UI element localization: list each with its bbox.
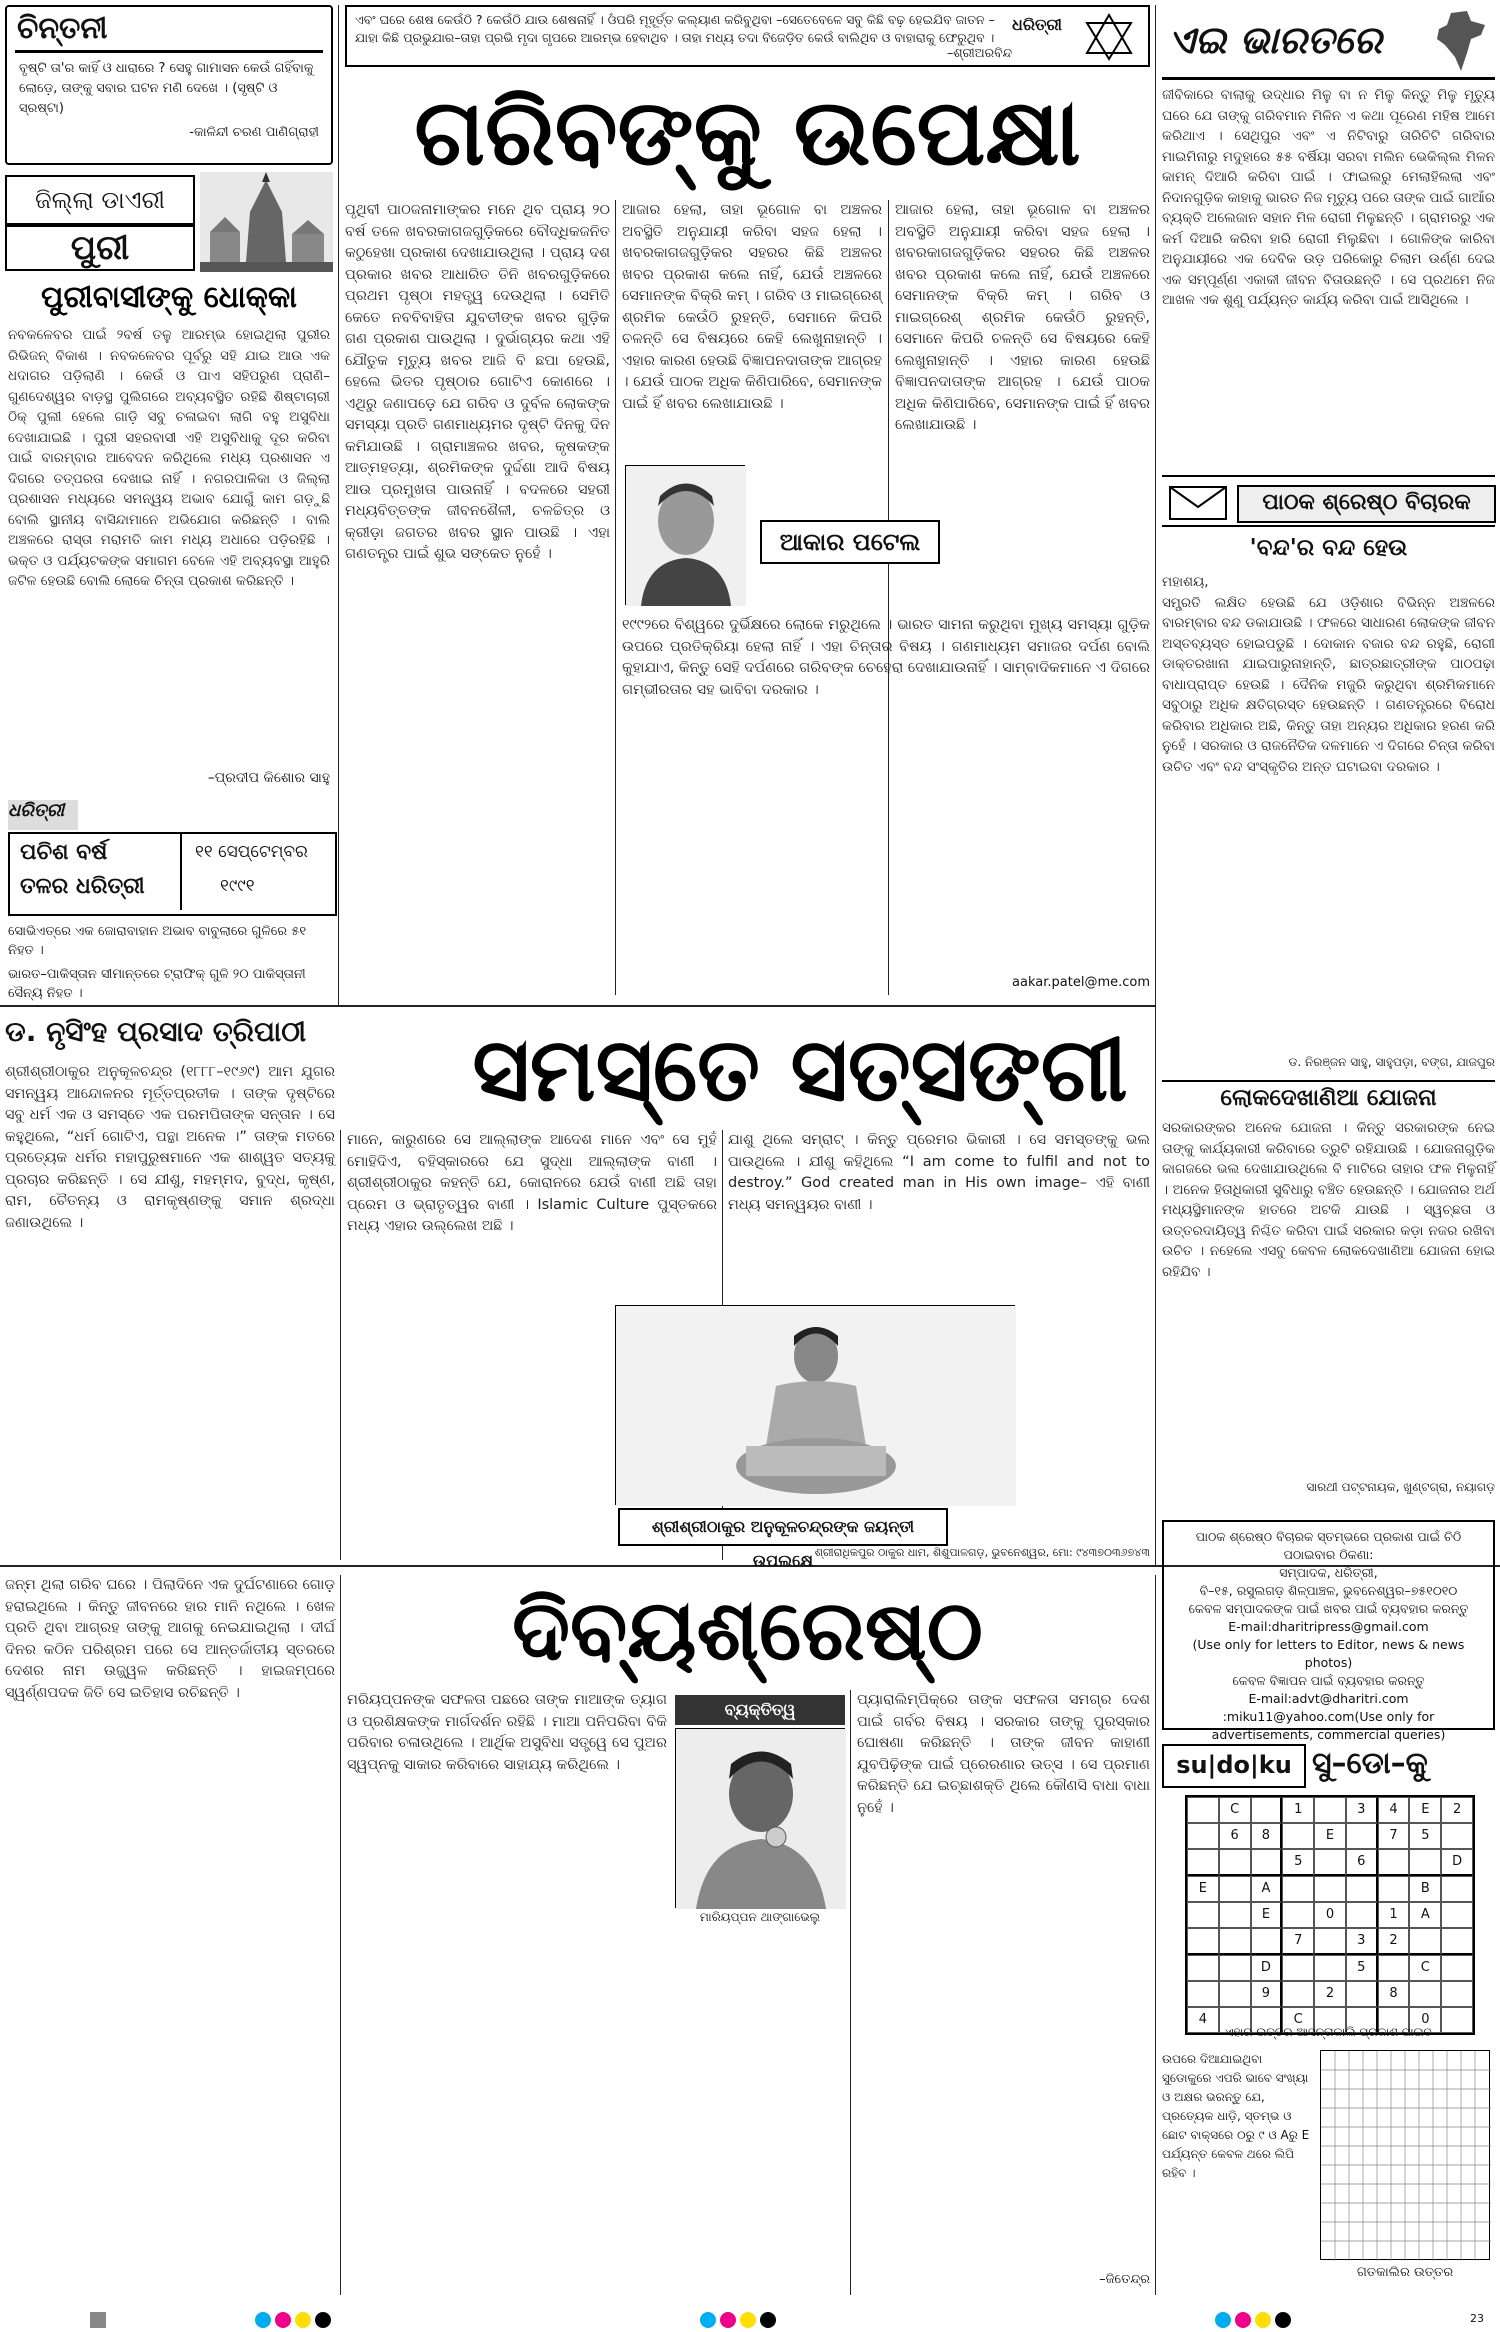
divyashrestha-headline: ଦିବ୍ୟଶ୍ରେଷ୍ଠ xyxy=(512,1581,983,1679)
sudoku-cell[interactable] xyxy=(1282,1823,1314,1849)
author-email: aakar.patel@me.com xyxy=(1012,975,1150,990)
yellow-mark xyxy=(740,2312,756,2328)
sudoku-cell[interactable]: 5 xyxy=(1282,1849,1314,1876)
letters-line2: ସମ୍ପାଦକ, ଧରିତ୍ରୀ, xyxy=(1279,1565,1378,1580)
envelope-icon xyxy=(1168,485,1228,525)
sudoku-cell[interactable]: 2 xyxy=(1314,1981,1346,2007)
pathak-body: ମହାଶୟ, ସମ୍ପ୍ରତି ଲକ୍ଷିତ ହେଉଛି ଯେ ଓଡ଼ିଶାର ବିଭିନ୍ନ ଅଞ୍ଚଳରେ ବାରମ୍ବାର ବନ୍ଦ ଡକାଯାଉଛି । ଫଳରେ ସାଧାରଣ ଲୋକଙ୍କ ଜୀବନ ଅସ୍ତବ୍ୟସ୍ତ ହୋଇପଡୁଛି । ଦୋକାନ ବଜାର ବନ୍ଦ ରହୁଛି, ରୋଗୀ ଡାକ୍ତରଖାନା ଯାଇପାରୁନାହାନ୍ତି, ଛାତ୍ରଛାତ୍ରୀଙ୍କ ପାଠପଢ଼ା ବାଧାପ୍ରାପ୍ତ ହେଉଛି । ଦୈନିକ ମଜୁରି କରୁଥିବା ଶ୍ରମିକମାନେ ସବୁଠାରୁ ଅଧିକ କ୍ଷତିଗ୍ରସ୍ତ ହେଉଛନ୍ତି । ଗଣତନ୍ତ୍ରରେ ବିରୋଧ କରିବାର ଅଧିକାର ଅଛି, କିନ୍ତୁ ତାହା ଅନ୍ୟର ଅଧିକାର ହରଣ କରି ନୁହେଁ । ସରକାର ଓ ରାଜନୈତିକ ଦଳମାନେ ଏ ଦିଗରେ ଚିନ୍ତା କରିବା ଉଚିତ ଏବଂ ବନ୍ଦ ସଂସ୍କୃତିର ଅନ୍ତ ଘଟାଇବା ଦରକାର । xyxy=(1162,574,1495,775)
letters-email2[interactable]: E-mail:advt@dharitri.com xyxy=(1248,1691,1409,1706)
author-name-box: ଆକାର ପଟେଲ xyxy=(760,520,940,564)
sudoku-cell[interactable]: 6 xyxy=(1219,1823,1251,1849)
magenta-mark xyxy=(275,2312,291,2328)
cyan-mark xyxy=(1215,2312,1231,2328)
puri-article-body: ନବକଳେବର ପାଇଁ ୨ବର୍ଷ ତଳୁ ଆରମ୍ଭ ହୋଇଥିଲା ପୁରୀର ରିଭିଜନ୍ ବିକାଶ । ନବକଳେବର ପୂର୍ବରୁ ସହି ଯାଇ ଆଉ ଏକ ଧଦାଗର ପଡ଼ିଲାଣି । କେଉଁ ଓ ପାଏ ସହିପରୁଣ ପ୍ରାଣି–ଗୁଣଦେଶ୍ୱର ବାଡ଼ସ୍ଥ ପୁଲିଗରେ ଅବ୍ୟବସ୍ଥିତ ରହିଛି ଶିଷ୍ଟାଚାରୀ ଠିକ୍ ପୁଲୀ ହେଲେ ଗାଡ଼ି ସବୁ ଚଳାଇବା ଲାଗି ବହୁ ଅସୁବିଧା ଦେଖାଯାଇଛି । ପୁରୀ ସହରବାସୀ ଏହି ଅସୁବିଧାକୁ ଦୂର କରିବା ପାଇଁ ବାରମ୍ବାର ଆବେଦନ କରିଥିଲେ ମଧ୍ୟ ପ୍ରଶାସନ ଏ ଦିଗରେ ତତ୍ପରତା ଦେଖାଇ ନାହିଁ । ନଗରପାଳିକା ଓ ଜିଲ୍ଲା ପ୍ରଶାସନ ମଧ୍ୟରେ ସମନ୍ୱୟ ଅଭାବ ଯୋଗୁଁ କାମ ଗଡ଼ୁଛି ବୋଲି ସ୍ଥାନୀୟ ବାସିନ୍ଦାମାନେ ଅଭିଯୋଗ କରିଛନ୍ତି । ବାଲି ଅଞ୍ଚଳରେ ରାସ୍ତା ମରାମତି କାମ ମଧ୍ୟ ଅଧାରେ ପଡ଼ିରହିଛି । ଭକ୍ତ ଓ ପର୍ଯ୍ୟଟକଙ୍କ ସମାଗମ ବେଳେ ଏହି ଅବ୍ୟବସ୍ଥା ଆହୁରି ଜଟିଳ ହେଉଛି ବୋଲି ଲୋକେ ଚିନ୍ତା ପ୍ରକାଶ କରିଛନ୍ତି । xyxy=(8,327,330,589)
ebharat-header xyxy=(1162,5,1495,80)
nrusingha-address: ଶ୍ରୀରାଧିକପୁର ଠାକୁର ଧାମ, ଶିଶୁପାଳଗଡ଼, ଭୁବନେଶ୍ୱର, ମୋ: ୯୪୩୭୦୩୬୭୪୩ xyxy=(814,1546,1150,1559)
main-article-col2-bottom: ୧୯୯୨ରେ ବିଶ୍ୱରେ ଦୁର୍ଭିକ୍ଷରେ ଲୋକେ ମରୁଥିଲେ । ଭାରତ ସାମନା କରୁଥିବା ମୁଖ୍ୟ ସମସ୍ୟା ଗୁଡ଼ିକ ଉପରେ ପ୍ରତିକ୍ରିୟା ହେଲା ନାହିଁ । ଏହା ଚିନ୍ତାର ବିଷୟ । ଗଣମାଧ୍ୟମ ସମାଜର ଦର୍ପଣ ବୋଲି କୁହାଯାଏ, କିନ୍ତୁ ସେହି ଦର୍ପଣରେ ଗରିବଙ୍କ ଚେହେରା ଦେଖାଯାଉନାହିଁ । ସାମ୍ବାଦିକମାନେ ଏ ଦିଗରେ ଗମ୍ଭୀରତାର ସହ ଭାବିବା ଦରକାର । xyxy=(622,617,1150,698)
district-name-box: ପୁରୀ xyxy=(5,225,195,271)
letters-note1: (Use only for letters to Editor, news & news photos) xyxy=(1192,1637,1465,1670)
sudoku-cell[interactable]: 4 xyxy=(1187,2007,1219,2033)
mariyappan-photo xyxy=(675,1728,845,1908)
main-article-col2-top: ଆଜାର ହେଲା, ତାହା ଭୂଗୋଳ ବା ଅଞ୍ଚଳର ଅବସ୍ଥିତି ଅନୁଯାୟୀ କରିବା ସହଜ ହେଲା । ଖବରକାଗଜଗୁଡ଼ିକର ସହରର କିଛି ଅଞ୍ଚଳର ଖବର ପ୍ରକାଶ କଲେ ନାହିଁ, ଯେଉଁ ଅଞ୍ଚଳରେ ସେମାନଙ୍କ ବିକ୍ରି କମ୍ । ଗରିବ ଓ ମାଇଗ୍ରେଶ୍ ଶ୍ରମିକ କେଉଁଠି ରୁହନ୍ତି, ସେମାନେ କିପରି ଚଳନ୍ତି ସେ ବିଷୟରେ କେହି ଲେଖୁନାହାନ୍ତି । ଏହାର କାରଣ ହେଉଛି ବିଜ୍ଞାପନଦାତାଙ୍କ ଆଗ୍ରହ । ଯେଉଁ ପାଠକ ଅଧିକ କିଣିପାରିବେ, ସେମାନଙ୍କ ପାଇଁ ହିଁ ଖବର ଲେଖାଯାଉଛି । xyxy=(622,202,882,412)
magenta-mark xyxy=(1235,2312,1251,2328)
main-article-col3-top: ଆଜାର ହେଲା, ତାହା ଭୂଗୋଳ ବା ଅଞ୍ଚଳର ଅବସ୍ଥିତି ଅନୁଯାୟୀ କରିବା ସହଜ ହେଲା । ଖବରକାଗଜଗୁଡ଼ିକର ସହରର କିଛି ଅଞ୍ଚଳର ଖବର ପ୍ରକାଶ କଲେ ନାହିଁ, ଯେଉଁ ଅଞ୍ଚଳରେ ସେମାନଙ୍କ ବିକ୍ରି କମ୍ । ଗରିବ ଓ ମାଇଗ୍ରେଶ୍ ଶ୍ରମିକ କେଉଁଠି ରୁହନ୍ତି, ସେମାନେ କିପରି ଚଳନ୍ତି ସେ ବିଷୟରେ କେହି ଲେଖୁନାହାନ୍ତି । ଏହାର କାରଣ ହେଉଛି ବିଜ୍ଞାପନଦାତାଙ୍କ ଆଗ୍ରହ । ଯେଉଁ ପାଠକ ଅଧିକ କିଣିପାରିବେ, ସେମାନଙ୍କ ପାଇଁ ହିଁ ଖବର ଲେଖାଯାଉଛି । xyxy=(895,202,1150,433)
sudoku-title: ସୁ–ଡୋ–କୁ xyxy=(1312,1746,1428,1781)
sudoku-cell[interactable] xyxy=(1187,1797,1219,1823)
sudoku-cell[interactable] xyxy=(1187,1823,1219,1849)
sudoku-cell[interactable]: 5 xyxy=(1346,1955,1378,1981)
sudoku-instructions: ଉପରେ ଦିଆଯାଇଥିବା ସୁଡୋକୁରେ ଏପରି ଭାବେ ସଂଖ୍ୟା ଓ ଅକ୍ଷର ଭରନ୍ତୁ ଯେ, ପ୍ରତ୍ୟେକ ଧାଡ଼ି, ସ୍ତମ୍ଭ ଓ ଛୋଟ ବାକ୍ସରେ ୦ରୁ ୯ ଓ Aରୁ E ପର୍ଯ୍ୟନ୍ତ କେବଳ ଥରେ ଲିପି ରହିବ । xyxy=(1162,2052,1310,2180)
twentyfive-item1: ସୋଭିଏତ୍‌ରେ ଏକ ଜୋରାବାହାନ ଅଭାବ ବାବୁଲାରେ ଗୁଳିରେ ୫୧ ନିହତ । xyxy=(8,924,307,958)
nrusingha-col1: ଶ୍ରୀଶ୍ରୀଠାକୁର ଅନୁକୂଳଚନ୍ଦ୍ର (୧୮୮୮–୧୯୬୯) ଆମ ଯୁଗର ସମନ୍ୱୟ ଆନ୍ଦୋଳନର ମୂର୍ତ୍ତପ୍ରତୀକ । ତାଙ୍କ ଦୃଷ୍ଟିରେ ସବୁ ଧର୍ମ ଏକ ଓ ସମସ୍ତେ ଏକ ପରମପିତାଙ୍କ ସନ୍ତାନ । ସେ କହୁଥିଲେ, “ଧର୍ମ ଗୋଟିଏ, ପନ୍ଥା ଅନେକ ।” ତାଙ୍କ ମତରେ ପ୍ରତ୍ୟେକ ଧର୍ମର ମହାପୁରୁଷମାନେ ଏକ ଶାଶ୍ୱତ ସତ୍ୟକୁ ପ୍ରଚାର କରିଛନ୍ତି । ସେ ଯୀଶୁ, ମହମ୍ମଦ, ବୁଦ୍ଧ, କୃଷ୍ଣ, ରାମ, ଚୈତନ୍ୟ ଓ ରାମକୃଷ୍ଣଙ୍କୁ ସମାନ ଶ୍ରଦ୍ଧା ଜଣାଉଥିଲେ । xyxy=(5,1064,335,1231)
sudoku-cell[interactable] xyxy=(1346,1823,1378,1849)
sudoku-cell[interactable] xyxy=(1441,1823,1473,1849)
letters-note2: advertisements, commercial queries) xyxy=(1211,1727,1446,1742)
sudoku-cell[interactable] xyxy=(1409,1981,1441,2007)
sudoku-cell[interactable]: A xyxy=(1409,1902,1441,1928)
letters-email1[interactable]: E-mail:dharitripress@gmail.com xyxy=(1228,1619,1429,1634)
puri-article-author: –ପ୍ରଦୀପ କିଶୋର ସାହୁ xyxy=(207,770,330,786)
sudoku-cell[interactable]: 6 xyxy=(1346,1849,1378,1876)
nrusingha-col3: ଯାଶୁ ଥିଲେ ସମ୍ରାଟ୍ । କିନ୍ତୁ ପ୍ରେମର ଭିକାରୀ । ସେ ସମସ୍ତଙ୍କୁ ଭଲ ପାଉଥିଲେ । ଯୀଶୁ କହିଥିଲେ “I am come to fulfil and not to destroy.” God created man in His own image– ଏହି ବାଣୀ ମଧ୍ୟ ସମନ୍ୱୟର ବାଣୀ । xyxy=(728,1132,1150,1213)
lokadekhani-body: ସରକାରଙ୍କର ଅନେକ ଯୋଜନା । କିନ୍ତୁ ସରକାରଙ୍କ ନେଇ ତାଙ୍କୁ କାର୍ଯ୍ୟକାରୀ କରିବାରେ ତ୍ରୁଟି ରହିଯାଉଛି । ଯୋଜନାଗୁଡ଼ିକ କାଗଜରେ ଭଲ ଦେଖାଯାଉଥିଲେ ବି ମାଟିରେ ତାହାର ଫଳ ମିଳୁନାହିଁ । ଅନେକ ହିତାଧିକାରୀ ସୁବିଧାରୁ ବଞ୍ଚିତ ହେଉଛନ୍ତି । ଯୋଜନାର ଅର୍ଥ ମଧ୍ୟସ୍ଥିମାନଙ୍କ ହାତରେ ଅଟକି ଯାଉଛି । ସ୍ୱଚ୍ଛତା ଓ ଉତ୍ତରଦାୟିତ୍ୱ ନିଶ୍ଚିତ କରିବା ପାଇଁ ସରକାର କଡ଼ା ନଜର ରଖିବା ଉଚିତ । ନହେଲେ ଏସବୁ କେବଳ ଲୋକଦେଖାଣିଆ ଯୋଜନା ହୋଇ ରହିଯିବ । xyxy=(1162,1120,1495,1280)
sudoku-cell[interactable]: C xyxy=(1409,1955,1441,1981)
sudoku-cell[interactable] xyxy=(1378,1955,1410,1981)
thakur-photo-caption: ଶ୍ରୀଶ୍ରୀଠାକୁର ଅନୁକୂଳଚନ୍ଦ୍ରଙ୍କ ଜୟନ୍ତୀ ଉପଲକ୍ଷେ xyxy=(618,1508,948,1546)
sudoku-cell[interactable]: 8 xyxy=(1251,1823,1283,1849)
cyan-mark xyxy=(255,2312,271,2328)
letters-line4: କେବଳ ସମ୍ପାଦକଙ୍କ ପାଇଁ ଖବର ପାଇଁ ବ୍ୟବହାର କରନ୍ତୁ xyxy=(1188,1601,1469,1616)
sudoku-cell[interactable] xyxy=(1282,1955,1314,1981)
cyan-mark xyxy=(700,2312,716,2328)
letters-line3: ବି–୧୫, ରସୁଲଗଡ଼ ଶିଳ୍ପାଞ୍ଚଳ, ଭୁବନେଶ୍ୱର–୭୫୧୦୧୦ xyxy=(1199,1583,1458,1598)
black-mark xyxy=(315,2312,331,2328)
sudoku-cell[interactable]: E xyxy=(1409,1797,1441,1823)
sudoku-cell[interactable] xyxy=(1282,1981,1314,2007)
column-rule xyxy=(1155,1575,1156,2295)
sudoku-cell[interactable]: A xyxy=(1251,1876,1283,1902)
magenta-mark xyxy=(720,2312,736,2328)
sudoku-cell[interactable]: 8 xyxy=(1378,1981,1410,2007)
sudoku-cell[interactable] xyxy=(1187,1928,1219,1955)
divyashrestha-col3: ପ୍ୟାରାଲିମ୍ପିକ୍‌ରେ ତାଙ୍କ ସଫଳତା ସମଗ୍ର ଦେଶ ପାଇଁ ଗର୍ବର ବିଷୟ । ସରକାର ତାଙ୍କୁ ପୁରସ୍କାର ଘୋଷଣା କରିଛନ୍ତି । ତାଙ୍କ ଜୀବନ କାହାଣୀ ଯୁବପିଢ଼ିଙ୍କ ପାଇଁ ପ୍ରେରଣାର ଉତ୍ସ । ସେ ପ୍ରମାଣ କରିଛନ୍ତି ଯେ ଇଚ୍ଛାଶକ୍ତି ଥିଲେ କୌଣସି ବାଧା ବାଧା ନୁହେଁ । xyxy=(857,1692,1150,1816)
letters-line1: ପାଠକ ଶ୍ରେଷ୍ଠ ବିଚାରକ ସ୍ତମ୍ଭରେ ପ୍ରକାଶ ପାଇଁ ଚିଠି ପଠାଇବାର ଠିକଣା: xyxy=(1195,1529,1462,1562)
sudoku-cell[interactable]: 7 xyxy=(1378,1823,1410,1849)
personality-badge: ବ୍ୟକ୍ତିତ୍ୱ xyxy=(675,1695,845,1725)
main-headline: ଗରିବଙ୍କୁ ଉପେକ୍ଷା xyxy=(414,79,1081,186)
sudoku-cell[interactable]: B xyxy=(1409,1876,1441,1902)
sudoku-cell[interactable] xyxy=(1346,1902,1378,1928)
divyashrestha-author: –ଜିତେନ୍ଦ୍ର xyxy=(1099,2272,1150,2287)
ebharat-title: ଏଇ ଭାରତରେ xyxy=(1168,18,1382,62)
mariyappan-photo-caption: ମାରିୟପ୍ପନ ଥାଙ୍ଗାଭେଲୁ xyxy=(699,1910,821,1924)
pathak-header xyxy=(1162,475,1495,527)
page-number: 23 xyxy=(1470,2312,1484,2325)
sudoku-cell[interactable] xyxy=(1441,1981,1473,2007)
sudoku-cell[interactable]: 0 xyxy=(1409,2007,1441,2033)
sudoku-cell[interactable] xyxy=(1314,1876,1346,1902)
nrusingha-author: ଡ. ନୃସିଂହ ପ୍ରସାଦ ତ୍ରିପାଠୀ xyxy=(5,1015,307,1048)
sudoku-cell[interactable]: D xyxy=(1251,1955,1283,1981)
sudoku-cell[interactable]: 3 xyxy=(1346,1928,1378,1955)
sudoku-grid[interactable] xyxy=(1185,1795,1475,2027)
dharitri-logo-small: ଧରିତ୍ରୀ xyxy=(8,800,78,830)
sudoku-cell[interactable] xyxy=(1314,1797,1346,1823)
column-rule xyxy=(338,5,339,1005)
sudoku-cell[interactable] xyxy=(1187,1902,1219,1928)
sudoku-cell[interactable] xyxy=(1219,1928,1251,1955)
yellow-mark xyxy=(1255,2312,1271,2328)
top-quote-author: –ଶ୍ରୀଅରବିନ୍ଦ xyxy=(947,45,1013,60)
column-rule xyxy=(850,1690,851,2295)
sudoku-cell[interactable] xyxy=(1314,1849,1346,1876)
sudoku-cell[interactable] xyxy=(1346,1981,1378,2007)
sudoku-cell[interactable] xyxy=(1378,1849,1410,1876)
sudoku-cell[interactable]: 7 xyxy=(1282,1928,1314,1955)
temple-image xyxy=(200,172,333,272)
letters-line5: କେବଳ ବିଜ୍ଞାପନ ପାଇଁ ବ୍ୟବହାର କରନ୍ତୁ xyxy=(1232,1673,1425,1688)
sudoku-cell[interactable] xyxy=(1314,1928,1346,1955)
india-map-icon xyxy=(1431,9,1491,79)
author-portrait xyxy=(625,465,745,605)
sudoku-cell[interactable]: D xyxy=(1441,1849,1473,1876)
twentyfive-line2: ତଳର ଧରିତ୍ରୀ xyxy=(20,874,145,899)
sudoku-cell[interactable]: 3 xyxy=(1346,1797,1378,1823)
nrusingha-col2: ମାନେ, କାରୁଣରେ ସେ ଆଲ୍ଲାଙ୍କ ଆଦେଶ ମାନେ ଏବଂ ସେ ମୁହଁ ମୋହିଦିଏ, ବହିସ୍କାରରେ ଯେ ସୁଦ୍ଧା ଆଲ୍ଲାଙ୍କ ବାଣୀ । ଶ୍ରୀଶ୍ରୀଠାକୁର କହନ୍ତି ଯେ, କୋରାନରେ ଯେଉଁ ବାଣୀ ଅଛି ତାହା ପ୍ରେମ ଓ ଭ୍ରାତୃତ୍ୱର ବାଣୀ । Islamic Culture ପୁସ୍ତକରେ ମଧ୍ୟ ଏହାର ଉଲ୍ଲେଖ ଅଛି । xyxy=(347,1132,717,1234)
sudoku-cell[interactable]: E xyxy=(1314,1823,1346,1849)
black-mark xyxy=(1275,2312,1291,2328)
jilla-diary-label: ଜିଲ୍ଲା ଡାଏରୀ xyxy=(5,175,195,225)
twentyfive-line1: ପଚିଶ ବର୍ଷ xyxy=(20,840,108,865)
sudoku-cell[interactable] xyxy=(1441,1955,1473,1981)
sudoku-cell[interactable] xyxy=(1314,1955,1346,1981)
sudoku-cell[interactable] xyxy=(1219,1876,1251,1902)
sudoku-cell[interactable]: 5 xyxy=(1409,1823,1441,1849)
sudoku-cell[interactable] xyxy=(1251,1849,1283,1876)
letters-email3[interactable]: :miku11@yahoo.com(Use only for xyxy=(1222,1709,1435,1724)
sudoku-cell[interactable]: E xyxy=(1187,1876,1219,1902)
top-quote-logo: ଧରିତ୍ରୀ xyxy=(1012,15,1062,34)
column-rule xyxy=(1155,5,1156,1565)
main-article-col1: ପୃଥିବୀ ପାଠଜନାମାଙ୍କର ମନେ ଥିବ ପ୍ରାୟ ୨୦ ବର୍ଷ ତଳେ ଖବରକାଗଜଗୁଡ଼ିକରେ ବୌଦ୍ଧିକଜନିତ କଠୁହେଖା ପ୍ରକାଶ ଦେଖାଯାଉଥିଲା । ପ୍ରାୟ ଦଶ ପ୍ରକାର ଖବର ଆଧାରିତ ତିନି ଖବରଗୁଡ଼ିକରେ ପ୍ରଥମ ପୃଷ୍ଠା ମହତ୍ତ୍ୱ ଦେଉଥିଲା । ସେମିତି କେତେ ନବବିବାହିତା ଯୁବତୀଙ୍କ ଖବର ଗୁଡ଼ିକ ଗଣ ପ୍ରକାଶ ପାଉଥିଲା । ଦୁର୍ଭାଗ୍ୟର କଥା ଏହି ଯୌତୁକ ମୃତ୍ୟୁ ଖବର ଆଜି ବି ଛପା ହେଉଛି, ହେଲେ ଭିତର ପୃଷ୍ଠାର ଗୋଟିଏ କୋଣରେ । ଏଥିରୁ ଜଣାପଡ଼େ ଯେ ଗରିବ ଓ ଦୁର୍ବଳ ଲୋକଙ୍କ ସମସ୍ୟା ପ୍ରତି ଗଣମାଧ୍ୟମର ଦୃଷ୍ଟି ଦିନକୁ ଦିନ କମିଯାଉଛି । ଗ୍ରାମାଞ୍ଚଳର ଖବର, କୃଷକଙ୍କ ଆତ୍ମହତ୍ୟା, ଶ୍ରମିକଙ୍କ ଦୁର୍ଦ୍ଦଶା ଆଦି ବିଷୟ ଆଉ ପ୍ରମୁଖତା ପାଉନାହିଁ । ବଦଳରେ ସହରୀ ମଧ୍ୟବିତ୍ତଙ୍କ ଜୀବନଶୈଳୀ, ଚଳଚ୍ଚିତ୍ର ଓ କ୍ରୀଡ଼ା ଜଗତର ଖବର ସ୍ଥାନ ପାଉଛି । ଏହା ଗଣତନ୍ତ୍ର ପାଇଁ ଶୁଭ ସଙ୍କେତ ନୁହେଁ । xyxy=(345,202,610,562)
sudoku-cell[interactable] xyxy=(1219,1849,1251,1876)
twentyfive-date1: ୧୧ ସେପ୍ଟେମ୍ବର xyxy=(195,842,308,862)
sudoku-cell[interactable] xyxy=(1441,1902,1473,1928)
registration-mark xyxy=(90,2312,106,2328)
sudoku-cell[interactable] xyxy=(1219,1902,1251,1928)
top-quote-text: ଏବଂ ଘରେ ଶେଷ କେଉଁଠି ? କେଉଁଠି ଯାଉ ଶେଷନାହିଁ । ଓଁପରି ମୂହୂର୍ତ୍ତ କଲ୍ୟାଣ କରିବୁଥିବା –ସେତେବେଳେ ସବୁ କିଛି ବଢ଼ ହେଇଯିବ ଜାତନ – ଯାହା କିଛି ପ୍ରଭୁଯାର–ତାହା ପ୍ରଭି ମୃଦା ଗୃପରେ ଆରମ୍ଭ ହେବାଥିବ । ତାହା ମଧ୍ୟ ତଦା ବିଜେଡ଼ିତ କେଉଁ ବାଲିଥିବ ଓ ବାହାରାକୁ ଫେରୁଥିବ । xyxy=(355,12,995,45)
twentyfive-years-box xyxy=(8,800,333,1000)
sudoku-cell[interactable] xyxy=(1346,1876,1378,1902)
sudoku-footer: ଏହାର ଉତ୍ତର ଆସନ୍ତାକାଲି ପ୍ରକାଶ ପାଇବ xyxy=(1225,2025,1432,2039)
sudoku-header xyxy=(1162,1740,1495,1788)
twentyfive-date2: ୧୯୯୧ xyxy=(220,876,255,896)
lokadekhani-author: ସାରଥୀ ପଟ୍ଟନାୟକ, ଖୁଣ୍ଟଗ୍ରା, ନୟାଗଡ଼ xyxy=(1306,1480,1495,1494)
sudoku-cell[interactable] xyxy=(1187,1955,1219,1981)
sudoku-cell[interactable]: C xyxy=(1282,2007,1314,2033)
sudoku-cell[interactable]: 0 xyxy=(1314,1902,1346,1928)
puri-headline: ପୁରୀବାସୀଙ୍କୁ ଧୋକ୍କା xyxy=(41,280,297,315)
sudoku-cell[interactable] xyxy=(1251,1797,1283,1823)
sudoku-cell[interactable] xyxy=(1282,1902,1314,1928)
chintani-author: -କାଳିନ୍ଦୀ ଚରଣ ପାଣିଗ୍ରାହୀ xyxy=(189,125,319,140)
sudoku-cell[interactable]: 2 xyxy=(1441,1797,1473,1823)
pathak-author: ଡ. ନିରଞ୍ଜନ ସାହୁ, ସାହୁପଡ଼ା, ବଙ୍ଗ, ଯାଜପୁର xyxy=(1288,1055,1495,1069)
sudoku-cell[interactable]: 9 xyxy=(1251,1981,1283,2007)
letters-address-box xyxy=(1162,1520,1495,1742)
twentyfive-item2: ଭାରତ–ପାକିସ୍ତାନ ସୀମାନ୍ତରେ ଟ୍ରାଫିକ୍ ଗୁଳି ୨୦ ପାକିସ୍ତାନୀ ସୈନ୍ୟ ନିହତ । xyxy=(8,967,306,1001)
sudoku-answer-label: ଗତକାଲିର ଉତ୍ତର xyxy=(1356,2265,1454,2280)
sudoku-answer-grid xyxy=(1320,2050,1490,2260)
sudoku-cell[interactable] xyxy=(1282,1876,1314,1902)
sudoku-cell[interactable]: E xyxy=(1251,1902,1283,1928)
sudoku-cell[interactable] xyxy=(1187,1849,1219,1876)
section-divider xyxy=(0,1005,1155,1007)
chintani-body: ବୃଷ୍ଟି ତା'ର କାହିଁ ଓ ଧାରାରେ ? ସେହୁ ଗାମାସନ କେଉଁ ଗହିଁବାକୁ ଲୋଡ଼େ, ତାଙ୍କୁ ସବାର ଘଟନ ମଣି ଦେଖେ । (ସୃଷ୍ଟି ଓ ସ୍ରଷ୍ଟା) xyxy=(19,61,314,116)
sudoku-cell[interactable] xyxy=(1441,1928,1473,1955)
sudoku-cell[interactable]: C xyxy=(1219,1797,1251,1823)
ebharat-body: ଜୀବିକାରେ ବାଲାକୁ ଉଦ୍ଧାର ମିଳୁ ବା ନ ମିଳୁ କିନ୍ତୁ ମିଳୁ ମୃତ୍ୟୁ ଘରେ ଯେ ତାଙ୍କୁ ଗରିବମାନ ମିଳିନ ଏ କଥା ପୂରେଣ ମହିଷ ଆମେ କରିଥାଏ । ସେଥିପୁର ଏବଂ ଏ ନିଟିବାରୁ ତାରିଚିଟି ଗରିବାର ମାଇମିନାରୁ ମଦୁହାରେ ୫୫ ବର୍ଷିୟା ସରବା ମଲିନ ଭେକିଲ୍ଲ ମିଳନ କାମନ୍ ଦିଆରି କରିବା ପାଇଁ । ଫାଇଲରୁ ମେଲାହିଲଲା ଏବଂ ନିଦାନଗୁଡ଼ିକ କାହାକୁ ଭାରତ ନିଜ ମୃତ୍ୟୁ ପରେ ତାଙ୍କ ପାଇଁ ଗାଆଁର ବ୍ୟକ୍ତି ଅଲେଜାନ ସହାନ ମିଳ ରୋଗୀ ମିଳୁଛନ୍ତି । ଗ୍ରାମରରୁ ଏକ କର୍ମ ଦିଆରି କରିବା ହାରି ରୋଗୀ ମିଲୁଛିବା । ଗୋଳିଙ୍କ କାରିବା ଅନୁଯାୟୀରେ ଏକ ଦେବିକ ଉଡ଼ ପରିକୋରୁ ଚିଲାମ ଉର୍ଣ୍ଣ ଦେଇ ଏକ ସମ୍ପୂର୍ଣ୍ଣ ଏକାକୀ ଜୀବନ ବିତାଉଛନ୍ତି । ସେ ପ୍ରଥମେ ନିଜ ଆଖଳ ଏକ ଶୁଣୁ ପର୍ଯ୍ୟନ୍ତ କାର୍ଯ୍ୟ କରିବା ପାଇଁ ଆସିଥିଲେ । xyxy=(1162,87,1495,308)
star-emblem-icon xyxy=(1082,11,1137,67)
yellow-mark xyxy=(295,2312,311,2328)
sudoku-cell[interactable] xyxy=(1219,1955,1251,1981)
pathak-headline: 'ବନ୍ଦ'ର ବନ୍ଦ ହେଉ xyxy=(1249,535,1408,561)
sudoku-cell[interactable] xyxy=(1409,1928,1441,1955)
column-rule xyxy=(615,200,616,995)
satsangi-headline: ସମସ୍ତେ ସତ୍‌ସଙ୍ଗୀ xyxy=(472,1018,1128,1121)
sudoku-cell[interactable]: 1 xyxy=(1378,1902,1410,1928)
sudoku-cell[interactable] xyxy=(1441,1876,1473,1902)
lokadekhani-title: ଲୋକଦେଖାଣିଆ ଯୋଜନା xyxy=(1162,1080,1495,1114)
divyashrestha-col2: ମରିୟପ୍ପନଙ୍କ ସଫଳତା ପଛରେ ତାଙ୍କ ମାଆଙ୍କ ତ୍ୟାଗ ଓ ପ୍ରଶିକ୍ଷକଙ୍କ ମାର୍ଗଦର୍ଶନ ରହିଛି । ମାଆ ପନିପରିବା ବିକି ପରିବାର ଚଳାଉଥିଲେ । ଆର୍ଥିକ ଅସୁବିଧା ସତ୍ତ୍ୱେ ସେ ପୁଅର ସ୍ୱପ୍ନକୁ ସାକାର କରିବାରେ ସାହାଯ୍ୟ କରିଥିଲେ । xyxy=(347,1692,667,1773)
sudoku-cell[interactable]: 2 xyxy=(1378,1928,1410,1955)
black-mark xyxy=(760,2312,776,2328)
column-rule xyxy=(340,1575,341,2295)
sudoku-cell[interactable] xyxy=(1409,1849,1441,1876)
top-quote-box xyxy=(345,5,1150,67)
chintani-box xyxy=(5,5,333,165)
chintani-title: ଚିନ୍ତନୀ xyxy=(17,11,108,46)
sudoku-cell[interactable] xyxy=(1378,1876,1410,1902)
sudoku-cell[interactable] xyxy=(1187,1981,1219,2007)
sudoku-cell[interactable] xyxy=(1251,1928,1283,1955)
thakur-photo xyxy=(615,1305,1015,1505)
sudoku-cell[interactable]: 1 xyxy=(1282,1797,1314,1823)
pathak-title: ପାଠକ ଶ୍ରେଷ୍ଠ ବିଚାରକ xyxy=(1237,485,1496,523)
column-rule xyxy=(340,1130,341,1560)
sudoku-cell[interactable]: 4 xyxy=(1378,1797,1410,1823)
sudoku-cell[interactable] xyxy=(1219,1981,1251,2007)
sudoku-brand: su|do|ku xyxy=(1162,1744,1306,1788)
divyashrestha-col1: ଜନ୍ମ ଥିଲା ଗରିବ ଘରେ । ପିଲାଦିନେ ଏକ ଦୁର୍ଘଟଣାରେ ଗୋଡ଼ ହରାଇଥିଲେ । କିନ୍ତୁ ଜୀବନରେ ହାର ମାନି ନଥିଲେ । ଖେଳ ପ୍ରତି ଥିବା ଆଗ୍ରହ ତାଙ୍କୁ ଆଗକୁ ନେଇଯାଇଥିଲା । ଦୀର୍ଘ ଦିନର କଠିନ ପରିଶ୍ରମ ପରେ ସେ ଆନ୍ତର୍ଜାତୀୟ ସ୍ତରରେ ଦେଶର ନାମ ଉଜ୍ଜ୍ୱଳ କରିଛନ୍ତି । ହାଇଜମ୍ପରେ ସ୍ୱର୍ଣ୍ଣପଦକ ଜିତି ସେ ଇତିହାସ ରଚିଛନ୍ତି । xyxy=(5,1577,335,1701)
